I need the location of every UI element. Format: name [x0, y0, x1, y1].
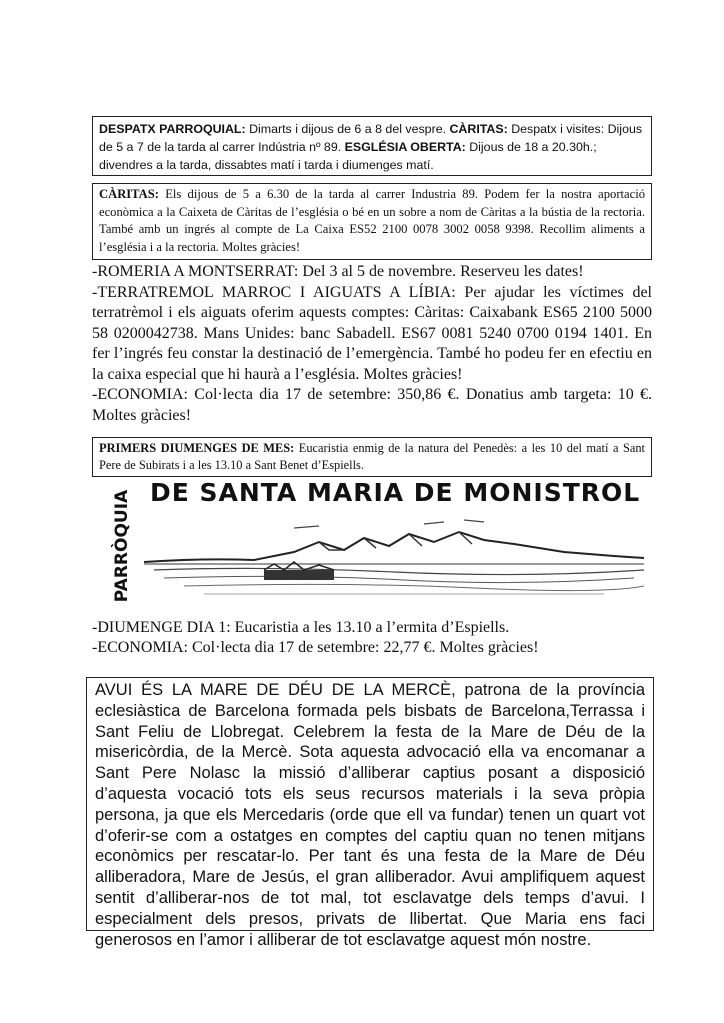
logo-title: DE SANTA MARIA DE MONISTROL [150, 478, 641, 507]
primers-diumenges-box [92, 437, 652, 477]
esglesia-hours: Dijous de 18 a 20.30h.; divendres a la tarda, dissabtes matí i tarda i diumenges matí. [99, 140, 597, 172]
primers-body: Eucaristia enmig de la natura del Penedès: a les 10 del matí a Sant Pere de Subirats i a les 13.10 a Sant Benet d’Espiells. [99, 441, 645, 472]
caritas-text [99, 186, 645, 256]
despatx-text [99, 120, 645, 174]
news-item-economia: -ECONOMIA: Col·lecta dia 17 de setembre: 350,86 €. Donatius amb targeta: 10 €. Moltes gràcies! [92, 386, 652, 424]
merce-highlight: AVUI ÉS LA MARE DE DÉU DE LA MERCÈ [95, 681, 452, 699]
primers-text [99, 440, 645, 474]
merce-box [86, 677, 654, 949]
caritas-box [92, 183, 652, 260]
caritas-hours: Despatx i visites: Dijous de 5 a 7 de la tarda al carrer Indústria nº 89. [99, 122, 643, 154]
caritas-box-label: CÀRITAS: [99, 187, 159, 201]
parish-logo [104, 478, 644, 610]
esglesia-label: ESGLÉSIA OBERTA: [344, 140, 466, 154]
primers-label: PRIMERS DIUMENGES DE MES: [99, 441, 295, 455]
news-section [92, 262, 652, 426]
parish-item-economia: -ECONOMIA: Col·lecta dia 17 de setembre: 22,77 €. Moltes gràcies! [92, 638, 539, 656]
despatx-hours: Dimarts i dijous de 6 a 8 del vespre. [245, 122, 450, 136]
despatx-label: DESPATX PARROQUIAL: [99, 122, 246, 136]
merce-text [95, 680, 645, 950]
parish-item-diumenge: -DIUMENGE DIA 1: Eucaristia a les 13.10 a l’ermita d’Espiells. [92, 619, 510, 636]
mountain-landscape-illustration [144, 512, 644, 608]
merce-body: , patrona de la província eclesiàstica de Barcelona formada pels bisbats de Barcelona,Terrassa i Sant Feliu de Llobregat. Celebrem la festa de la Mare de Déu de la misericòrdia, de la Mercè. Sota aquesta advocació ella va encomanar a Sant Pere Nolasc la missió d’alliberar captius posant a disposició d’aquesta vocació tots els seus recursos materials i la seva pròpia persona, ja que els Mercedaris (orde que ell va fundar) tenen un quart vot d’oferir-se com a ostatges en comptes del captiu quan no tenen mitjans econòmics per rescatar-lo. Per tant és una festa de la Mare de Déu alliberadora, Mare de Jesús, el gran alliberador. Avui amplifiquem aquest sentit d’alliberar-nos de tot mal, tot esclavatge dels temps d’avui. I especialment dels presos, privats de llibertat. Que Maria ens faci generosos en l’amor i alliberar de tot esclavatge aquest món nostre. [95, 681, 646, 949]
parish-section [92, 618, 652, 657]
despatx-box [92, 116, 652, 176]
caritas-box-body: Els dijous de 5 a 6.30 de la tarda al carrer Industria 89. Podem fer la nostra aportació econòmica a la Caixeta de Càritas de l’església o bé en un sobre a nom de Càritas a la bústia de la rectoria. També amb un ingrés al compte de La Caixa ES52 2100 0078 3002 0058 9398. Recollim aliments a l’església i a la rectoria. Moltes gràcies! [99, 187, 645, 254]
logo-side-text: PARRÒQUIA [112, 489, 133, 603]
caritas-label: CÀRITAS: [449, 122, 508, 136]
news-item-terratremol: -TERRATREMOL MARROC I AIGUATS A LÍBIA: Per ajudar les víctimes del terratrèmol i els aiguats oferim aquests comptes: Càritas: Caixabank ES65 2100 5000 58 0200042738. Mans Unides: banc Sabadell. ES67 0081 5240 0700 0194 1401. En fer l’ingrés feu constar la destinació de l’emergència. També ho podeu fer en efectiu en la caixa especial que hi haurà a l’església. Moltes gràcies! [92, 283, 652, 383]
news-item-romeria: -ROMERIA A MONTSERRAT: Del 3 al 5 de novembre. Reserveu les dates! [92, 263, 584, 280]
